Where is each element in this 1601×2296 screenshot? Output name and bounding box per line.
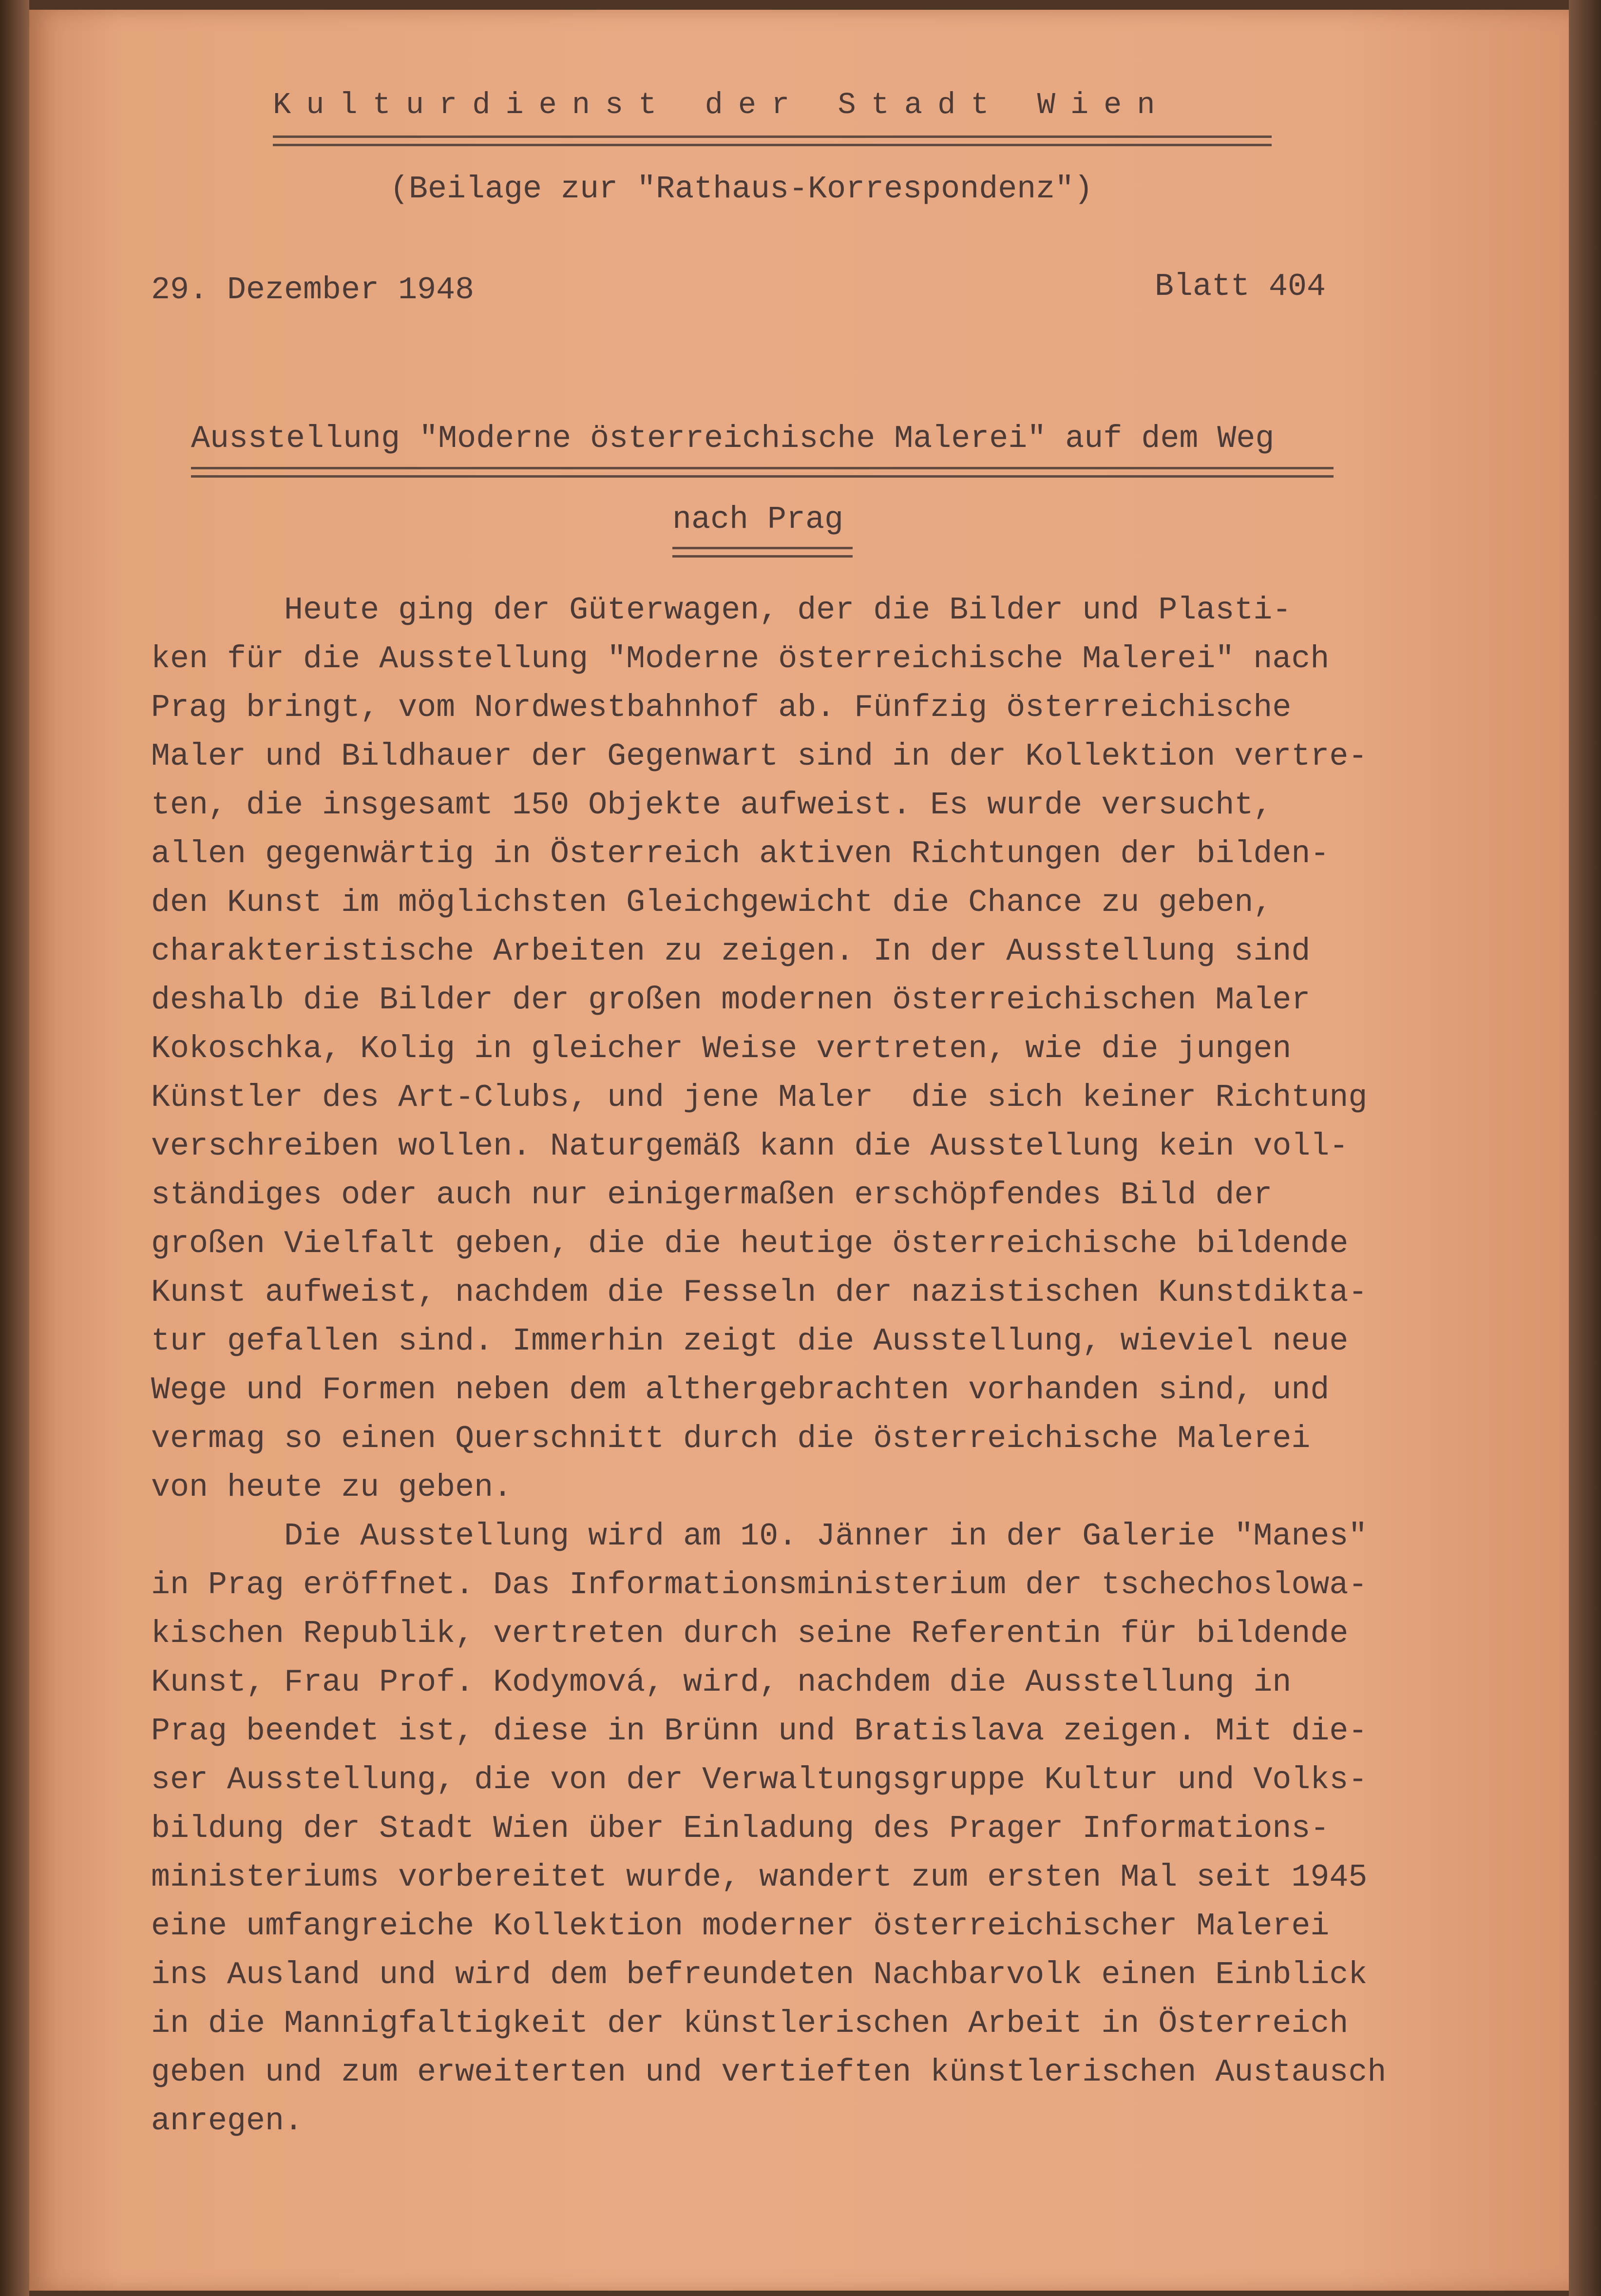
body-line: von heute zu geben. — [151, 1469, 513, 1505]
body-line: Prag beendet ist, diese in Brünn und Bratislava zeigen. Mit die- — [151, 1713, 1368, 1749]
body-line: vermag so einen Querschnitt durch die österreichische Malerei — [151, 1421, 1311, 1457]
headline-continuation-double-rule — [672, 547, 853, 558]
body-line: Maler und Bildhauer der Gegenwart sind in der Kollektion vertre- — [151, 738, 1368, 774]
body-line: deshalb die Bilder der großen modernen österreichischen Maler — [151, 982, 1311, 1018]
body-line: in die Mannigfaltigkeit der künstlerischen Arbeit in Österreich — [151, 2006, 1349, 2042]
body-line: Die Ausstellung wird am 10. Jänner in der Galerie "Manes" — [151, 1518, 1368, 1554]
body-line: anregen. — [151, 2103, 304, 2139]
body-line: eine umfangreiche Kollektion moderner österreichischer Malerei — [151, 1908, 1330, 1944]
body-line: Kokoschka, Kolig in gleicher Weise vertreten, wie die jungen — [151, 1031, 1292, 1067]
body-line: in Prag eröffnet. Das Informationsministerium der tschechoslowa- — [151, 1567, 1368, 1603]
body-line: Kunst, Frau Prof. Kodymová, wird, nachdem die Ausstellung in — [151, 1664, 1292, 1700]
body-line: allen gegenwärtig in Österreich aktiven Richtungen der bilden- — [151, 836, 1330, 872]
body-line: ministeriums vorbereitet wurde, wandert zum ersten Mal seit 1945 — [151, 1859, 1368, 1895]
article-headline-line-2: nach Prag — [672, 502, 844, 538]
body-line: ins Ausland und wird dem befreundeten Nachbarvolk einen Einblick — [151, 1957, 1368, 1993]
body-line: großen Vielfalt geben, die die heutige österreichische bildende — [151, 1226, 1349, 1262]
title-double-rule — [273, 135, 1272, 146]
body-line: ken für die Ausstellung "Moderne österreichische Malerei" nach — [151, 641, 1330, 677]
page-edge — [1569, 0, 1601, 2296]
body-line: bildung der Stadt Wien über Einladung des Prager Informations- — [151, 1811, 1330, 1847]
body-line: Heute ging der Güterwagen, der die Bilder und Plasti- — [151, 592, 1292, 628]
sheet-number: Blatt 404 — [1155, 269, 1326, 305]
body-line: Kunst aufweist, nachdem die Fesseln der nazistischen Kunstdikta- — [151, 1274, 1368, 1311]
publication-subtitle: (Beilage zur "Rathaus-Korrespondenz") — [390, 171, 1093, 207]
headline-double-rule — [191, 467, 1334, 478]
body-line: ten, die insgesamt 150 Objekte aufweist. Es wurde versucht, — [151, 787, 1273, 823]
issue-date: 29. Dezember 1948 — [151, 272, 475, 308]
body-line: Prag bringt, vom Nordwestbahnhof ab. Fünfzig österreichische — [151, 690, 1292, 726]
body-line: ser Ausstellung, die von der Verwaltungsgruppe Kultur und Volks- — [151, 1762, 1368, 1798]
body-line: den Kunst im möglichsten Gleichgewicht die Chance zu geben, — [151, 885, 1273, 921]
book-binding — [0, 0, 29, 2296]
body-line: ständiges oder auch nur einigermaßen erschöpfendes Bild der — [151, 1177, 1273, 1213]
body-line: geben und zum erweiterten und vertieften künstlerischen Austausch — [151, 2054, 1387, 2090]
body-line: kischen Republik, vertreten durch seine Referentin für bildende — [151, 1616, 1349, 1652]
body-line: charakteristische Arbeiten zu zeigen. In der Ausstellung sind — [151, 933, 1311, 969]
body-line: Künstler des Art-Clubs, und jene Maler die sich keiner Richtung — [151, 1080, 1368, 1116]
body-line: tur gefallen sind. Immerhin zeigt die Ausstellung, wieviel neue — [151, 1323, 1349, 1359]
body-line: Wege und Formen neben dem althergebrachten vorhanden sind, und — [151, 1372, 1330, 1408]
body-line: verschreiben wollen. Naturgemäß kann die Ausstellung kein voll- — [151, 1128, 1349, 1164]
publication-title: Kulturdienst der Stadt Wien — [273, 88, 1170, 122]
article-headline-line-1: Ausstellung "Moderne österreichische Malerei" auf dem Weg — [191, 421, 1275, 457]
